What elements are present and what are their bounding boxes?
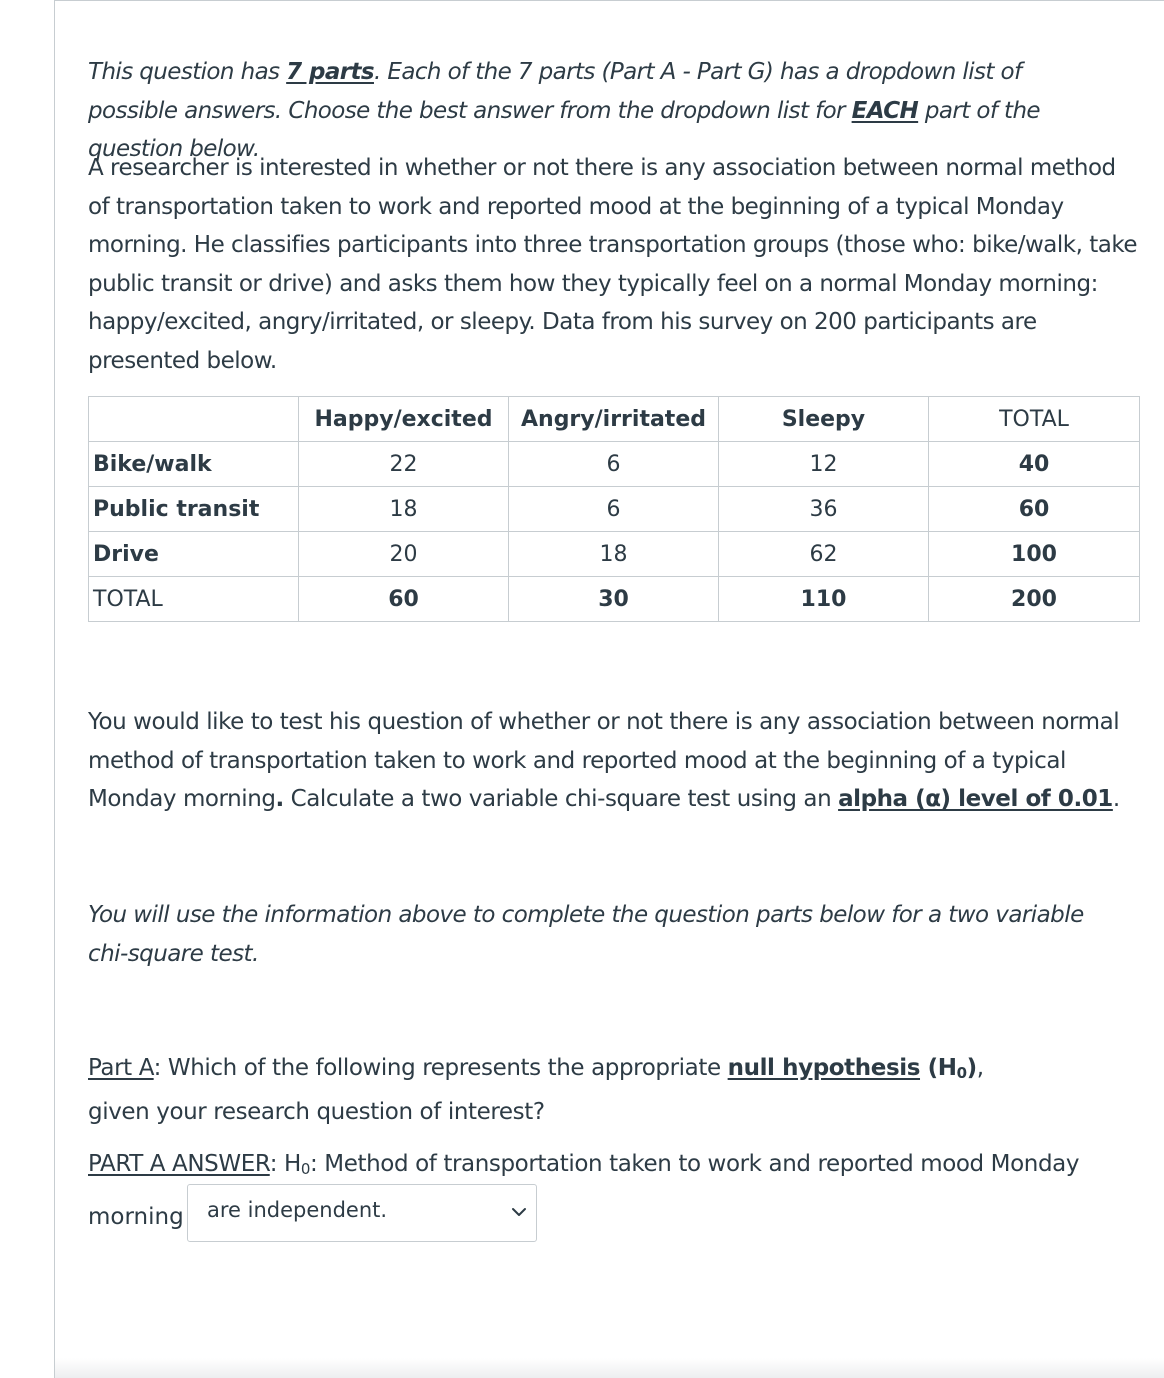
answer-text: : Method of transportation taken to work and reported mood Monday [310,1151,1080,1177]
part-a-answer [88,1145,1138,1189]
table-cell: 22 [299,442,509,487]
part-a-label: Part A [88,1055,154,1081]
intro-each-emphasis: EACH [851,97,919,124]
table-total-cell: 60 [929,487,1140,532]
dropdown-selected-value: are independent. [207,1198,388,1222]
table-cell: 6 [509,487,719,532]
table-header-cell: Sleepy [719,397,929,442]
intro-text: This question has [88,59,287,85]
part-a-question [88,1049,1048,1131]
test-text: . [275,786,284,812]
usage-note: You will use the information above to complete the question parts below for a two variable chi-square test. [88,902,1084,967]
table-cell: 12 [719,442,929,487]
table-cell: 6 [509,442,719,487]
bottom-shadow [55,1358,1164,1378]
part-a-answer-label: PART A ANSWER [88,1151,270,1177]
answer-dropdown-line [88,1184,1148,1244]
table-total-cell: 30 [509,577,719,622]
chevron-down-icon [510,1203,528,1221]
frame-left-border [54,0,55,1378]
intro-parts-emphasis: 7 parts [286,59,374,85]
table-total-cell: 60 [299,577,509,622]
null-hypothesis-emphasis: null hypothesis [727,1055,921,1081]
table-total-cell: 110 [719,577,929,622]
frame-top-border [55,0,1164,4]
table-cell: 18 [299,487,509,532]
table-cell: 62 [719,532,929,577]
part-a-text: : Which of the following represents the appropriate [153,1055,728,1081]
part-a-text: ) [966,1055,977,1081]
table-cell: 36 [719,487,929,532]
part-a-text: , given your research question of interest? [88,1055,984,1125]
table-cell: 18 [509,532,719,577]
table-row-label: TOTAL [89,577,299,622]
table-total-row [89,577,1140,622]
table-row-label: Bike/walk [89,442,299,487]
table-row [89,532,1140,577]
table-header-cell: Angry/irritated [509,397,719,442]
alpha-level-emphasis: alpha (α) level of 0.01 [838,786,1113,812]
part-a-text: (H [920,1055,957,1081]
test-text: . [1112,786,1120,812]
table-header-cell: Happy/excited [299,397,509,442]
table-header-row [89,397,1140,442]
scenario-description: A researcher is interested in whether or not there is any association between normal method of transportation taken to work and reported mood at the beginning of a typical Monday morning. He classifies participants into three transportation groups (those who: bike/walk, take public transit or drive) and asks them how they typically feel on a normal Monday morning: happy/excited, angry/irritated, or sleepy. Data from his survey on 200 participants are presented below. [88,155,1137,374]
test-text: Calculate a two variable chi-square test using an [283,786,839,812]
survey-data-table [88,396,1140,622]
answer-text: morning [88,1204,184,1230]
table-total-cell: 100 [929,532,1140,577]
table-row-label: Drive [89,532,299,577]
test-text: You would like to test his question of whether or not there is any association between normal method of transportation taken to work and reported mood at the beginning of a typical Monday morning [88,709,1120,812]
table-header-cell [89,397,299,442]
subscript: 0 [300,1160,311,1178]
answer-text: : H [269,1151,301,1177]
table-row [89,487,1140,532]
table-cell: 20 [299,532,509,577]
part-a-answer-dropdown[interactable] [187,1184,537,1242]
table-total-cell: 40 [929,442,1140,487]
table-row-label: Public transit [89,487,299,532]
table-header-cell: TOTAL [929,397,1140,442]
table-total-cell: 200 [929,577,1140,622]
table-row [89,442,1140,487]
intro-text: . Each of the 7 parts (Part A - Part G) has a dropdown list of possible answers. Choose the best answer from the dropdown list for [88,59,1022,124]
subscript: 0 [956,1064,967,1082]
intro-text: part of the question below. [88,97,1040,162]
test-instructions [88,703,1148,819]
